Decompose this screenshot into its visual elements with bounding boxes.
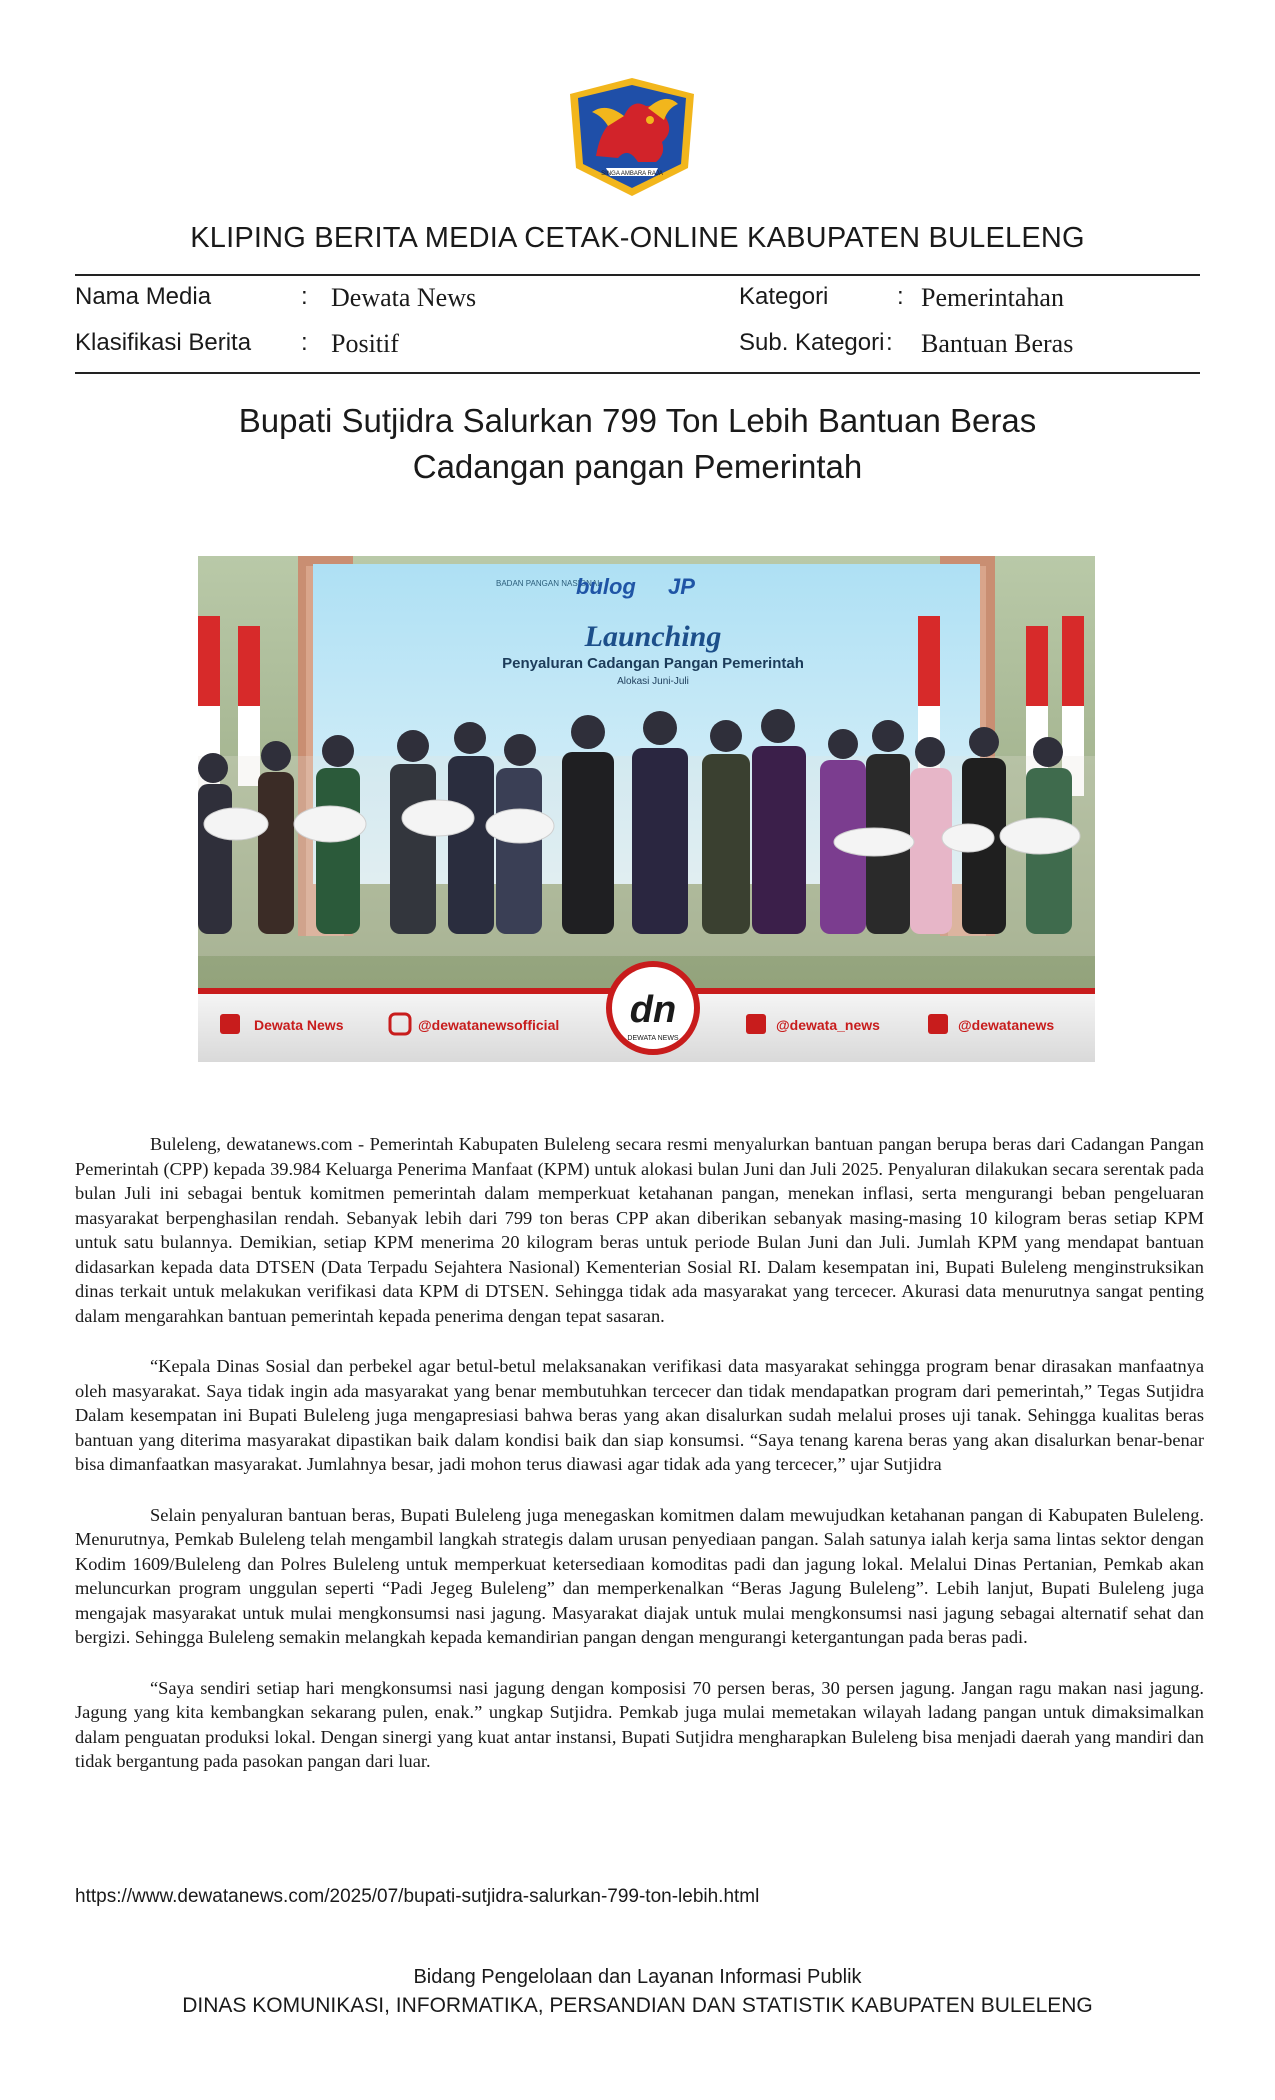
article-paragraph-3: Selain penyaluran bantuan beras, Bupati Buleleng juga menegaskan komitmen dalam mewujudkan ketahanan pangan di Kabupaten Buleleng. Menurutnya, Pemkab Buleleng telah mengambil langkah strategis dalam urusan penyediaan pangan. Salah satunya ialah kerja sama lintas sektor dengan Kodim 1609/Buleleng dan Polres Buleleng untuk memperkuat ketersediaan komoditas padi dan jagung lokal. Melalui Dinas Pertanian, Pemkab akan meluncurkan program unggulan seperti “Padi Jegeg Buleleng” dan memperkenalkan “Beras Jagung Buleleng”. Lebih lanjut, Bupati Buleleng juga mengajak masyarakat untuk mulai mengkonsumsi nasi jagung. Masyarakat diajak untuk mulai mengkonsumsi nasi jagung sebagai alternatif sehat dan bergizi. Sehingga Buleleng semakin melangkah kepada kemandirian pangan dengan mengurangi ketergantungan pada beras padi. [75,1504,1204,1647]
kategori-label: Kategori [739,283,829,310]
photo-social-facebook: Dewata News [254,1017,344,1033]
klasifikasi-value: Positif [331,329,399,358]
photo-sponsor-bpn: BADAN PANGAN NASIONAL [496,579,602,588]
tiktok-icon [928,1014,948,1034]
article-body [75,1132,1204,1800]
header-divider-bottom [75,372,1200,374]
clipping-header-title: KLIPING BERITA MEDIA CETAK-ONLINE KABUPATEN BULELENG [190,222,1085,254]
media-colon: : [301,283,308,310]
photo-brand-small: DEWATA NEWS [627,1035,679,1042]
logo-motto: SINGA AMBARA RAJA [601,171,663,177]
source-url[interactable]: https://www.dewatanews.com/2025/07/bupati-sutjidra-salurkan-799-ton-lebih.html [75,1886,760,1907]
buleleng-crest-icon [566,76,698,198]
media-value: Dewata News [331,283,477,312]
article-paragraph-4: “Saya sendiri setiap hari mengkonsumsi nasi jagung dengan komposisi 70 persen beras, 30 persen jagung. Jangan ragu makan nasi jagung. Jagung yang kita kembangkan sekarang pulen, enak.” ungkap Sutjidra. Pemkab juga mulai memetakan wilayah ladang pangan untuk dimaksimalkan dalam penguatan produksi lokal. Dengan sinergi yang kuat antar instansi, Bupati Sutjidra mengharapkan Buleleng bisa menjadi daerah yang mandiri dan tidak bergantung pada pasokan pangan dari luar. [75,1677,1204,1771]
media-label: Nama Media [75,283,212,310]
footer-agency: DINAS KOMUNIKASI, INFORMATIKA, PERSANDIAN DAN STATISTIK KABUPATEN BULELENG [182,1994,1093,2017]
photo-banner-title: Penyaluran Cadangan Pangan Pemerintah [502,655,804,672]
photo-banner-script: Launching [584,620,722,653]
photo-brand-mark: dn [629,989,677,1031]
photo-sponsor-bulog: bulog [576,574,636,599]
footer-division: Bidang Pengelolaan dan Layanan Informasi Publik [413,1966,862,1988]
subkategori-value: Bantuan Beras [921,329,1074,358]
klasifikasi-label: Klasifikasi Berita [75,329,252,356]
photo-social-tiktok: @dewatanews [958,1017,1055,1033]
twitter-icon [746,1014,766,1034]
article-paragraph-2: “Kepala Dinas Sosial dan perbekel agar betul-betul melaksanakan verifikasi data masyarakat sehingga program benar dirasakan manfaatnya oleh masyarakat. Saya tidak ingin ada masyarakat yang benar membutuhkan tercecer dan tidak mendapatkan program dari pemerintah,” Tegas Sutjidra Dalam kesempatan ini Bupati Buleleng juga mengapresiasi bahwa beras yang akan disalurkan sudah melalui proses uji tanak. Sehingga kualitas beras bantuan yang diterima masyarakat dipastikan baik dalam kondisi baik dan siap konsumsi. “Saya tenang karena beras yang akan disalurkan benar-benar bisa dimanfaatkan masyarakat. Jumlahnya besar, jadi mohon terus diawasi agar tidak ada yang tercecer,” ujar Sutjidra [75,1356,1204,1474]
subkategori-label: Sub. Kategori [739,329,885,356]
photo-banner-sub: Alokasi Juni-Juli [617,676,689,687]
headline-line-1: Bupati Sutjidra Salurkan 799 Ton Lebih Bantuan Beras [238,402,1037,439]
kategori-value: Pemerintahan [921,283,1064,312]
kategori-colon: : [897,283,904,310]
klasifikasi-colon: : [301,329,308,356]
photo-social-instagram: @dewatanewsofficial [418,1017,560,1033]
article-paragraph-1: Buleleng, dewatanews.com - Pemerintah Kabupaten Buleleng secara resmi menyalurkan bantuan pangan berupa beras dari Cadangan Pangan Pemerintah (CPP) kepada 39.984 Keluarga Penerima Manfaat (KPM) untuk alokasi bulan Juni dan Juli 2025. Penyaluran dilakukan secara serentak pada bulan Juli ini sebagai bentuk komitmen pemerintah dalam memperkuat ketahanan pangan, menekan inflasi, serta mengurangi beban pengeluaran masyarakat berpenghasilan rendah. Sebanyak lebih dari 799 ton beras CPP akan diberikan sebanyak masing-masing 10 kilogram beras setiap KPM untuk satu bulannya. Demikian, setiap KPM menerima 20 kilogram beras untuk periode Bulan Juni dan Juli. Jumlah KPM yang mendapat bantuan didasarkan kepada data DTSEN (Data Terpadu Sejahtera Nasional) Kementerian Sosial RI. Dalam kesempatan ini, Bupati Buleleng menginstruksikan dinas terkait untuk melakukan verifikasi data KPM di DTSEN. Sehingga tidak ada masyarakat yang tercecer. Akurasi data menurutnya sangat penting dalam mengarahkan bantuan pemerintah kepada penerima dengan tepat sasaran. [75,1134,1204,1326]
article-headline [0,398,1275,490]
headline-line-2: Cadangan pangan Pemerintah [412,448,863,485]
subkategori-colon: : [886,329,893,356]
photo-sponsor-jp: JP [668,574,695,599]
photo-social-twitter: @dewata_news [776,1017,880,1033]
facebook-icon [220,1014,240,1034]
article-photo [198,556,1095,1062]
header-divider-top [75,274,1200,276]
